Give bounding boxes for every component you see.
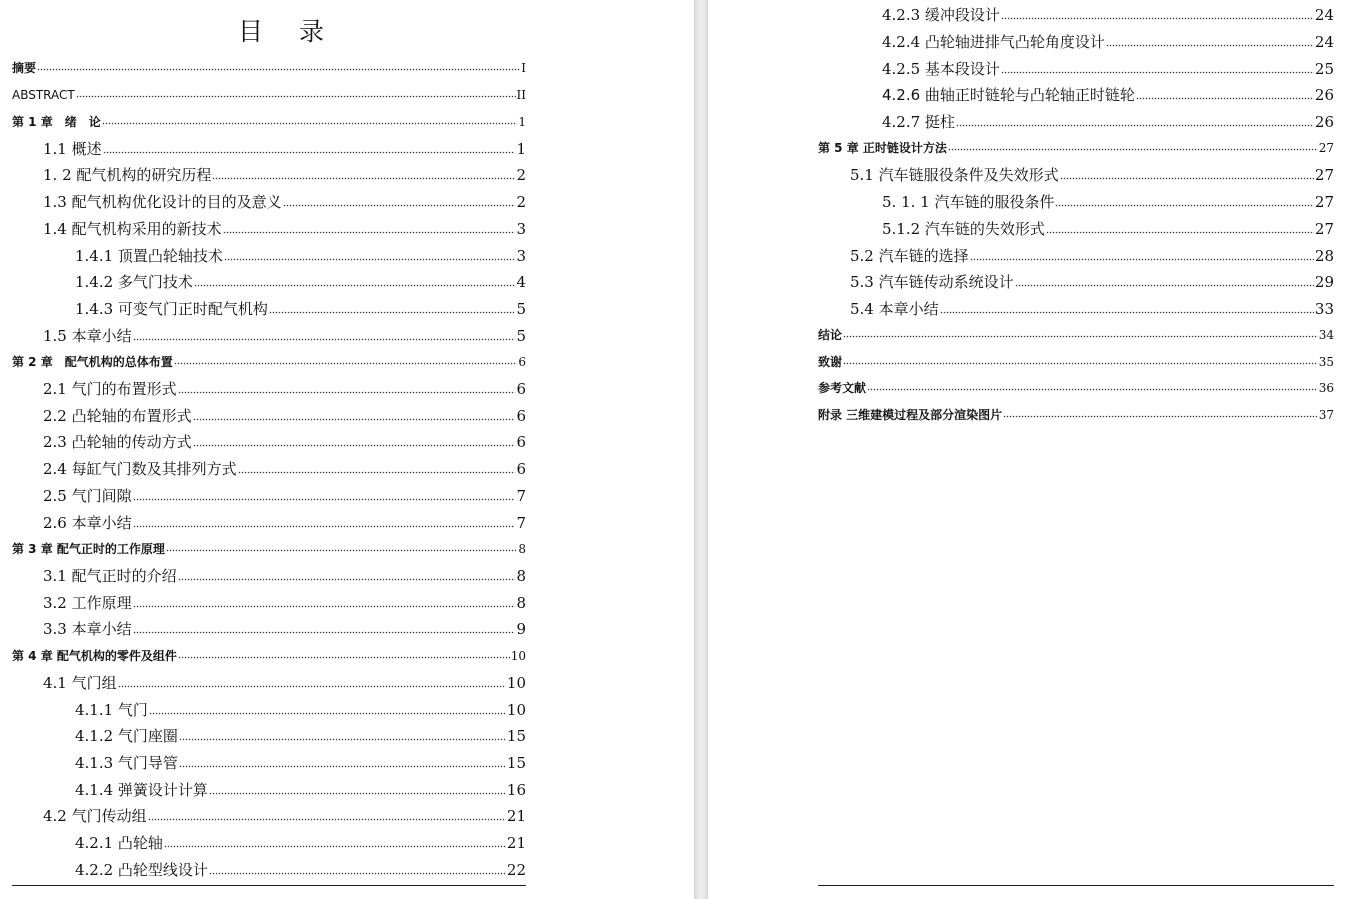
toc-entry-label: 4.2.5 基本段设计 bbox=[882, 60, 1000, 78]
toc-entry-page-number: 7 bbox=[516, 487, 526, 505]
toc-entry-label: 第 2 章 配气机构的总体布置 bbox=[12, 355, 173, 369]
toc-entry[interactable] bbox=[882, 88, 1334, 103]
toc-entry-label: ABSTRACT bbox=[12, 88, 75, 102]
toc-dot-leader bbox=[212, 176, 515, 180]
toc-entry[interactable] bbox=[818, 142, 1334, 154]
toc-entry-label: 4.2.6 曲轴正时链轮与凸轮轴正时链轮 bbox=[882, 86, 1135, 104]
toc-entry-page-number: 28 bbox=[1314, 247, 1334, 265]
toc-entry[interactable] bbox=[12, 543, 526, 555]
toc-entry-page-number: 22 bbox=[506, 861, 526, 879]
toc-dot-leader bbox=[223, 230, 516, 234]
toc-entry[interactable] bbox=[75, 729, 526, 744]
toc-entry[interactable] bbox=[12, 650, 526, 662]
toc-dot-leader bbox=[76, 94, 516, 98]
toc-dot-leader bbox=[283, 203, 516, 207]
toc-entry-label: 4.1.4 弹簧设计计算 bbox=[75, 781, 208, 799]
toc-entry[interactable] bbox=[43, 462, 526, 477]
toc-dot-leader bbox=[956, 123, 1314, 127]
toc-entry-page-number: 24 bbox=[1314, 33, 1334, 51]
toc-entry-page-number: 6 bbox=[516, 460, 526, 478]
toc-entry-label: 1.1 概述 bbox=[43, 140, 102, 158]
toc-dot-leader bbox=[1001, 16, 1314, 20]
toc-entry[interactable] bbox=[75, 756, 526, 771]
toc-dot-leader bbox=[970, 257, 1314, 261]
toc-entry-page-number: 3 bbox=[516, 247, 526, 265]
toc-entry[interactable] bbox=[882, 8, 1334, 23]
toc-dot-leader bbox=[948, 147, 1318, 151]
toc-entry[interactable] bbox=[882, 35, 1334, 50]
toc-entry-page-number: II bbox=[516, 88, 526, 102]
toc-dot-leader bbox=[179, 764, 506, 768]
toc-entry-label: 4.2 气门传动组 bbox=[43, 807, 147, 825]
toc-entry-label: 参考文献 bbox=[818, 381, 867, 395]
toc-dot-leader bbox=[133, 630, 516, 634]
toc-dot-leader bbox=[194, 283, 516, 287]
toc-entry-page-number: 15 bbox=[506, 754, 526, 772]
toc-entry-page-number: 16 bbox=[506, 781, 526, 799]
toc-entry[interactable] bbox=[43, 222, 526, 237]
toc-entry-label: 2.6 本章小结 bbox=[43, 514, 132, 532]
toc-entry-page-number: 1 bbox=[516, 140, 526, 158]
toc-entry[interactable] bbox=[43, 142, 526, 157]
toc-dot-leader bbox=[149, 711, 506, 715]
toc-entry-page-number: 5 bbox=[516, 300, 526, 318]
toc-entry-label: 结论 bbox=[818, 328, 843, 342]
toc-dot-leader bbox=[1046, 230, 1314, 234]
toc-entry-page-number: 25 bbox=[1314, 60, 1334, 78]
toc-dot-leader bbox=[133, 337, 516, 341]
toc-entry-label: 2.1 气门的布置形式 bbox=[43, 380, 177, 398]
toc-dot-leader bbox=[843, 361, 1318, 365]
toc-entry[interactable] bbox=[818, 329, 1334, 341]
toc-entry[interactable] bbox=[12, 356, 526, 368]
toc-entry-page-number: 3 bbox=[516, 220, 526, 238]
toc-dot-leader bbox=[178, 577, 516, 581]
toc-entry[interactable] bbox=[818, 382, 1334, 394]
toc-dot-leader bbox=[843, 334, 1318, 338]
toc-entry-page-number: 10 bbox=[506, 674, 526, 692]
toc-entry[interactable] bbox=[43, 168, 526, 183]
page-gutter bbox=[694, 0, 708, 899]
toc-entry-page-number: 27 bbox=[1318, 141, 1334, 155]
toc-entry[interactable] bbox=[850, 249, 1334, 264]
toc-entry[interactable] bbox=[818, 356, 1334, 368]
toc-entry-page-number: 21 bbox=[506, 807, 526, 825]
toc-dot-leader bbox=[133, 604, 516, 608]
toc-entry-page-number: I bbox=[521, 61, 526, 75]
toc-dot-leader bbox=[118, 684, 506, 688]
toc-entry[interactable] bbox=[75, 783, 526, 798]
toc-entry-page-number: 6 bbox=[518, 355, 526, 369]
toc-entry[interactable] bbox=[12, 62, 526, 74]
toc-entry[interactable] bbox=[818, 409, 1334, 421]
toc-dot-leader bbox=[1001, 70, 1314, 74]
toc-entry-page-number: 27 bbox=[1314, 193, 1334, 211]
toc-dot-leader bbox=[178, 655, 510, 659]
toc-entry[interactable] bbox=[43, 195, 526, 210]
toc-entry-label: 3.2 工作原理 bbox=[43, 594, 132, 612]
toc-entry-page-number: 4 bbox=[516, 273, 526, 291]
toc-entry-page-number: 6 bbox=[516, 433, 526, 451]
toc-entry-page-number: 33 bbox=[1314, 300, 1334, 318]
toc-entry-page-number: 36 bbox=[1318, 381, 1334, 395]
toc-entry-page-number: 2 bbox=[516, 193, 526, 211]
toc-entry-page-number: 8 bbox=[516, 594, 526, 612]
toc-dot-leader bbox=[238, 470, 516, 474]
toc-dot-leader bbox=[37, 67, 520, 71]
toc-entry-label: 4.2.1 凸轮轴 bbox=[75, 834, 163, 852]
toc-page-right bbox=[708, 0, 1350, 899]
toc-entry-label: 致谢 bbox=[818, 355, 843, 369]
toc-entry-label: 1.4 配气机构采用的新技术 bbox=[43, 220, 222, 238]
toc-entry-label: 1.4.1 顶置凸轮轴技术 bbox=[75, 247, 223, 265]
toc-entry-label: 3.1 配气正时的介绍 bbox=[43, 567, 177, 585]
toc-dot-leader bbox=[166, 548, 517, 552]
toc-entry-page-number: 8 bbox=[518, 542, 526, 556]
toc-entry-label: 5.4 本章小结 bbox=[850, 300, 939, 318]
toc-entry-page-number: 6 bbox=[516, 380, 526, 398]
toc-dot-leader bbox=[133, 497, 516, 501]
toc-title: 目 录 bbox=[238, 17, 338, 46]
toc-entry-label: 摘要 bbox=[12, 61, 37, 75]
toc-entry-page-number: 29 bbox=[1314, 273, 1334, 291]
toc-entry[interactable] bbox=[850, 302, 1334, 317]
toc-entry-label: 第 1 章 绪 论 bbox=[12, 115, 101, 129]
toc-entry-page-number: 15 bbox=[506, 727, 526, 745]
toc-dot-leader bbox=[103, 150, 516, 154]
toc-entry[interactable] bbox=[75, 249, 526, 264]
toc-entry-page-number: 10 bbox=[506, 701, 526, 719]
toc-entry-page-number: 1 bbox=[518, 115, 526, 129]
toc-entry[interactable] bbox=[43, 622, 526, 637]
toc-dot-leader bbox=[148, 817, 506, 821]
toc-entry[interactable] bbox=[850, 275, 1334, 290]
toc-dot-leader bbox=[940, 310, 1314, 314]
toc-entry-label: 4.2.3 缓冲段设计 bbox=[882, 6, 1000, 24]
toc-entry-label: 1. 2 配气机构的研究历程 bbox=[43, 166, 212, 184]
toc-entry[interactable] bbox=[75, 302, 526, 317]
toc-entry[interactable] bbox=[43, 809, 526, 824]
toc-dot-leader bbox=[102, 121, 518, 125]
toc-entry[interactable] bbox=[882, 195, 1334, 210]
toc-entry-label: 5.1.2 汽车链的失效形式 bbox=[882, 220, 1045, 238]
toc-dot-leader bbox=[179, 737, 506, 741]
page-bottom-rule bbox=[818, 885, 1334, 886]
toc-entry-page-number: 24 bbox=[1314, 6, 1334, 24]
toc-entry-page-number: 2 bbox=[516, 166, 526, 184]
toc-entry-label: 4.2.7 挺柱 bbox=[882, 113, 955, 131]
toc-dot-leader bbox=[1060, 176, 1314, 180]
toc-entry-page-number: 27 bbox=[1314, 220, 1334, 238]
toc-dot-leader bbox=[1136, 96, 1314, 100]
toc-dot-leader bbox=[224, 257, 516, 261]
toc-entry[interactable] bbox=[43, 382, 526, 397]
toc-entry[interactable] bbox=[12, 89, 526, 101]
toc-entry-label: 4.2.2 凸轮型线设计 bbox=[75, 861, 208, 879]
toc-dot-leader bbox=[174, 361, 518, 365]
toc-entry-label: 附录 三维建模过程及部分渲染图片 bbox=[818, 408, 1003, 422]
toc-entry-label: 1.4.3 可变气门正时配气机构 bbox=[75, 300, 268, 318]
toc-entry-label: 4.1.3 气门导管 bbox=[75, 754, 178, 772]
toc-entry-page-number: 9 bbox=[516, 620, 526, 638]
toc-entry[interactable] bbox=[882, 62, 1334, 77]
toc-dot-leader bbox=[1055, 203, 1313, 207]
toc-entry[interactable] bbox=[882, 222, 1334, 237]
toc-entry-label: 4.1.1 气门 bbox=[75, 701, 148, 719]
toc-entry[interactable] bbox=[850, 168, 1334, 183]
toc-entry-label: 第 3 章 配气正时的工作原理 bbox=[12, 542, 165, 556]
toc-entry[interactable] bbox=[43, 516, 526, 531]
toc-entry[interactable] bbox=[75, 275, 526, 290]
toc-entry[interactable] bbox=[43, 596, 526, 611]
toc-entry-page-number: 27 bbox=[1314, 166, 1334, 184]
toc-entry-label: 2.3 凸轮轴的传动方式 bbox=[43, 433, 192, 451]
toc-entry-label: 5.3 汽车链传动系统设计 bbox=[850, 273, 1014, 291]
toc-entry-page-number: 26 bbox=[1314, 113, 1334, 131]
toc-entry[interactable] bbox=[75, 836, 526, 851]
toc-dot-leader bbox=[193, 417, 516, 421]
toc-entry-page-number: 35 bbox=[1318, 355, 1334, 369]
toc-entry-page-number: 7 bbox=[516, 514, 526, 532]
toc-entry-label: 2.4 每缸气门数及其排列方式 bbox=[43, 460, 237, 478]
toc-entry-page-number: 10 bbox=[510, 649, 526, 663]
toc-entry-label: 第 5 章 正时链设计方法 bbox=[818, 141, 947, 155]
toc-entry-label: 第 4 章 配气机构的零件及组件 bbox=[12, 649, 177, 663]
toc-entry-page-number: 6 bbox=[516, 407, 526, 425]
toc-entry[interactable] bbox=[43, 676, 526, 691]
toc-entry[interactable] bbox=[75, 863, 526, 878]
toc-entry-label: 4.2.4 凸轮轴进排气凸轮角度设计 bbox=[882, 33, 1105, 51]
toc-dot-leader bbox=[209, 871, 506, 875]
toc-dot-leader bbox=[269, 310, 516, 314]
toc-entry[interactable] bbox=[882, 115, 1334, 130]
toc-entry[interactable] bbox=[43, 489, 526, 504]
toc-entry[interactable] bbox=[43, 329, 526, 344]
toc-entry-label: 5.2 汽车链的选择 bbox=[850, 247, 969, 265]
toc-entry-label: 1.5 本章小结 bbox=[43, 327, 132, 345]
toc-entry[interactable] bbox=[43, 569, 526, 584]
toc-entry[interactable] bbox=[43, 435, 526, 450]
toc-entry[interactable] bbox=[75, 703, 526, 718]
toc-entry-label: 3.3 本章小结 bbox=[43, 620, 132, 638]
toc-dot-leader bbox=[209, 791, 506, 795]
page-bottom-rule bbox=[12, 885, 526, 886]
toc-entry-page-number: 8 bbox=[516, 567, 526, 585]
toc-entry-label: 1.4.2 多气门技术 bbox=[75, 273, 193, 291]
toc-entry-page-number: 37 bbox=[1318, 408, 1334, 422]
toc-dot-leader bbox=[193, 443, 516, 447]
toc-entry-page-number: 34 bbox=[1318, 328, 1334, 342]
toc-entry[interactable] bbox=[12, 116, 526, 128]
toc-entry-label: 4.1 气门组 bbox=[43, 674, 117, 692]
toc-entry[interactable] bbox=[43, 409, 526, 424]
toc-dot-leader bbox=[1106, 43, 1314, 47]
toc-entry-label: 1.3 配气机构优化设计的目的及意义 bbox=[43, 193, 282, 211]
toc-dot-leader bbox=[133, 524, 516, 528]
toc-dot-leader bbox=[164, 844, 506, 848]
toc-entry-label: 4.1.2 气门座圈 bbox=[75, 727, 178, 745]
toc-entry-label: 5. 1. 1 汽车链的服役条件 bbox=[882, 193, 1055, 211]
toc-dot-leader bbox=[1003, 414, 1318, 418]
toc-dot-leader bbox=[867, 387, 1318, 391]
toc-entry-page-number: 5 bbox=[516, 327, 526, 345]
toc-entry-page-number: 21 bbox=[506, 834, 526, 852]
toc-dot-leader bbox=[178, 390, 516, 394]
toc-entry-label: 2.5 气门间隙 bbox=[43, 487, 132, 505]
toc-entry-label: 5.1 汽车链服役条件及失效形式 bbox=[850, 166, 1059, 184]
toc-entry-page-number: 26 bbox=[1314, 86, 1334, 104]
toc-entry-label: 2.2 凸轮轴的布置形式 bbox=[43, 407, 192, 425]
toc-dot-leader bbox=[1015, 283, 1314, 287]
